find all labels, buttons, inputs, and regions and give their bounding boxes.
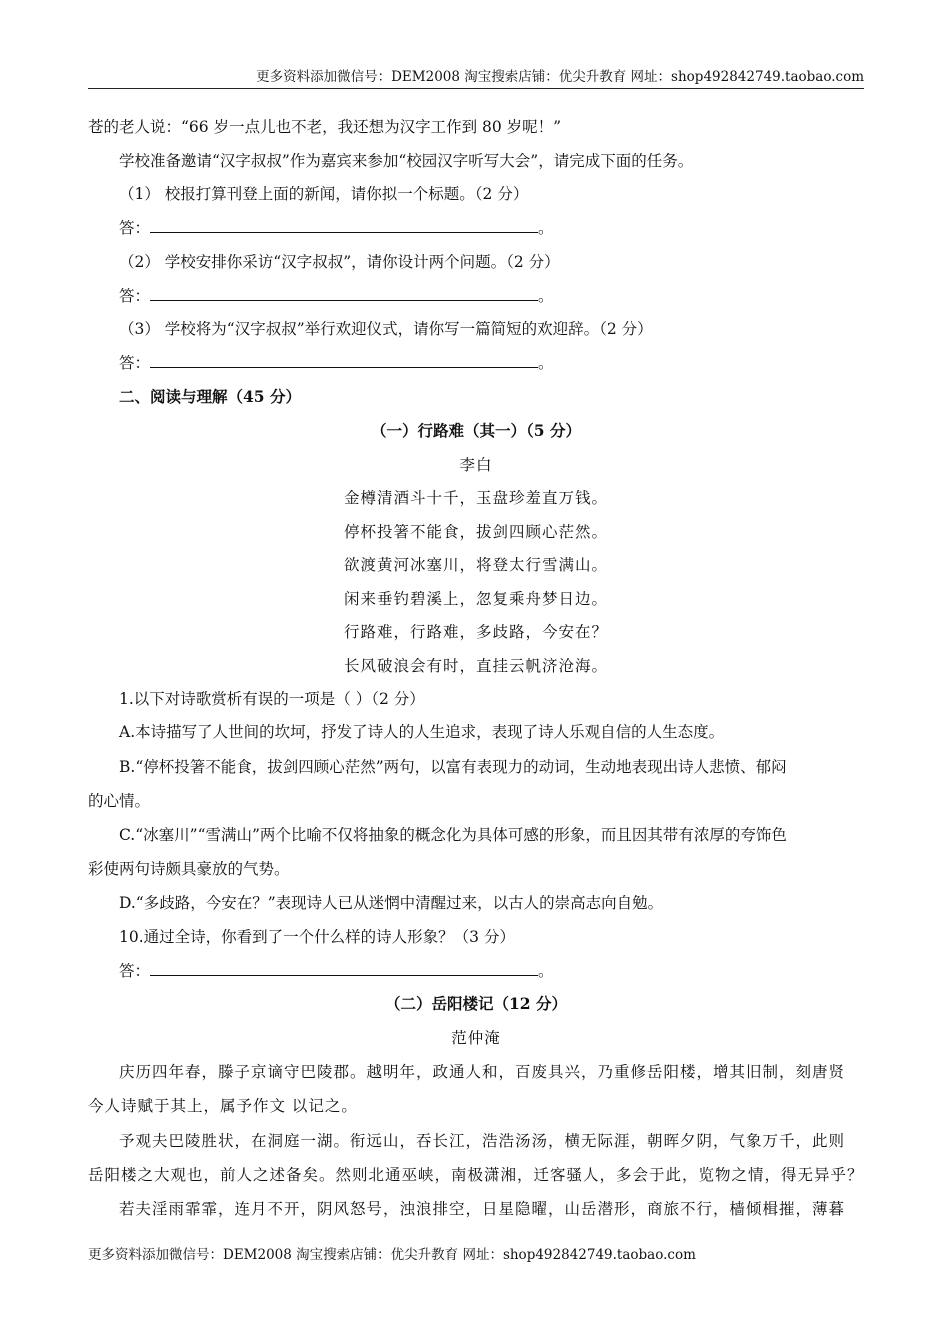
answer-end-mark: 。 xyxy=(538,962,554,980)
question-1-option-b-cont: 的心情。 xyxy=(88,792,151,810)
prose-paragraph-1-cont: 今人诗赋于其上，属予作文 以记之。 xyxy=(88,1097,358,1115)
task-2-question: （2） 学校安排你采访“汉字叔叔”，请你设计两个问题。（2 分） xyxy=(119,253,560,271)
answer-blank[interactable] xyxy=(150,353,538,368)
question-10-stem: 10.通过全诗，你看到了一个什么样的诗人形象？（3 分） xyxy=(119,928,515,946)
poem-line: 闲来垂钓碧溪上，忽复乘舟梦日边。 xyxy=(343,590,608,608)
page-header: 更多资料添加微信号：DEM2008 淘宝搜索店铺：优尖升教育 网址：shop492842749.taobao.com xyxy=(256,69,864,85)
answer-label: 答： xyxy=(119,354,151,372)
poem-line: 行路难，行路难，多歧路，今安在？ xyxy=(343,623,608,641)
answer-end-mark: 。 xyxy=(538,354,554,372)
question-1-option-c-cont: 彩使两句诗颇具豪放的气势。 xyxy=(88,860,290,878)
question-1-stem: 1.以下对诗歌赏析有误的一项是（ ）（2 分） xyxy=(119,690,425,708)
answer-blank[interactable] xyxy=(150,961,538,976)
prose-paragraph-2: 予观夫巴陵胜状，在洞庭一湖。衔远山，吞长江，浩浩汤汤，横无际涯，朝晖夕阴，气象万千，此则 xyxy=(119,1132,846,1150)
poem-author: 李白 xyxy=(459,456,493,474)
task-3-answer-line xyxy=(88,352,864,374)
prose-paragraph-1: 庆历四年春，滕子京谪守巴陵郡。越明年，政通人和，百废具兴，乃重修岳阳楼，增其旧制，刻唐贤 xyxy=(119,1063,846,1081)
question-1-option-a: A.本诗描写了人世间的坎坷，抒发了诗人的人生追求，表现了诗人乐观自信的人生态度。 xyxy=(119,723,725,741)
prose-title: （二）岳阳楼记（12 分） xyxy=(385,994,567,1013)
answer-blank[interactable] xyxy=(150,286,538,301)
prose-author: 范仲淹 xyxy=(451,1029,501,1047)
intro-task-line: 学校准备邀请“汉字叔叔”作为嘉宾来参加“校园汉字听写大会”，请完成下面的任务。 xyxy=(119,152,694,170)
poem-line: 长风破浪会有时，直挂云帆济沧海。 xyxy=(343,657,608,675)
poem-line: 欲渡黄河冰塞川，将登太行雪满山。 xyxy=(343,556,608,574)
section-2-heading: 二、阅读与理解（45 分） xyxy=(119,387,301,406)
question-10-answer-line xyxy=(88,960,864,982)
poem-line: 停杯投箸不能食，拔剑四顾心茫然。 xyxy=(343,523,608,541)
answer-label: 答： xyxy=(119,962,151,980)
question-1-option-c: C.“冰塞川”“雪满山”两个比喻不仅将抽象的概念化为具体可感的形象，而且因其带有浓厚的夸饰色 xyxy=(119,826,787,844)
task-2-answer-line xyxy=(88,285,864,307)
task-3-question: （3） 学校将为“汉字叔叔”举行欢迎仪式，请你写一篇简短的欢迎辞。（2 分） xyxy=(119,320,653,338)
prose-paragraph-3: 若夫淫雨霏霏，连月不开，阴风怒号，浊浪排空，日星隐曜，山岳潜形，商旅不行，樯倾楫摧，薄暮 xyxy=(119,1200,846,1218)
answer-end-mark: 。 xyxy=(538,219,554,237)
poem-line: 金樽清酒斗十千，玉盘珍羞直万钱。 xyxy=(343,489,608,507)
question-1-option-d: D.“多歧路，今安在？”表现诗人已从迷惘中清醒过来，以古人的崇高志向自勉。 xyxy=(119,894,664,912)
answer-label: 答： xyxy=(119,287,151,305)
prose-paragraph-2-cont: 岳阳楼之大观也，前人之述备矣。然则北通巫峡，南极潇湘，迁客骚人，多会于此，览物之情，得无异乎？ xyxy=(88,1166,864,1184)
intro-quote-line: 苍的老人说：“66 岁一点儿也不老，我还想为汉字工作到 80 岁呢！” xyxy=(88,118,562,136)
answer-blank[interactable] xyxy=(150,218,538,233)
poem-title: （一）行路难（其一）（5 分） xyxy=(371,421,581,440)
page-footer: 更多资料添加微信号：DEM2008 淘宝搜索店铺：优尖升教育 网址：shop492842749.taobao.com xyxy=(88,1247,696,1263)
answer-label: 答： xyxy=(119,219,151,237)
question-1-option-b: B.“停杯投箸不能食，拔剑四顾心茫然”两句，以富有表现力的动词，生动地表现出诗人悲愤、郁闷 xyxy=(119,758,787,776)
task-1-question: （1） 校报打算刊登上面的新闻，请你拟一个标题。（2 分） xyxy=(119,185,529,203)
answer-end-mark: 。 xyxy=(538,287,554,305)
task-1-answer-line xyxy=(88,217,864,239)
header-divider xyxy=(88,88,864,89)
